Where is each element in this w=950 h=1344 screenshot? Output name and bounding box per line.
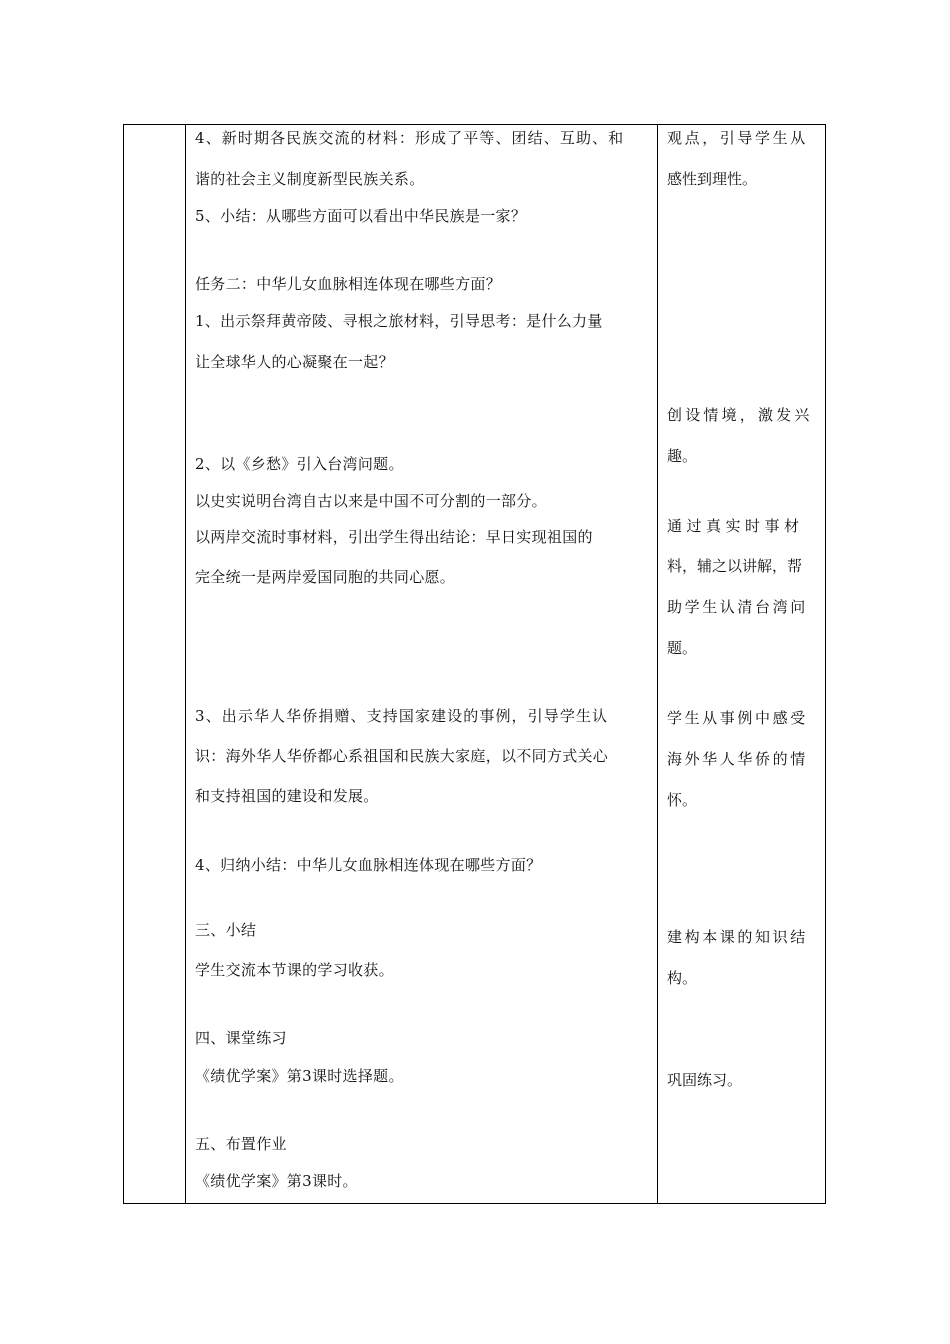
note-line: 海外华人华侨的情 [667, 750, 808, 768]
process-line: 以史实说明台湾自古以来是中国不可分割的一部分。 [195, 492, 547, 510]
note-line: 助学生认清台湾问 [667, 598, 808, 616]
column-divider-left [185, 125, 186, 1203]
process-line: 1、出示祭拜黄帝陵、寻根之旅材料，引导思考：是什么力量 [195, 312, 603, 330]
process-line: 谐的社会主义制度新型民族关系。 [195, 170, 425, 188]
section-heading-practice: 四、课堂练习 [195, 1029, 287, 1047]
note-line: 趣。 [667, 447, 698, 465]
note-line: 构。 [667, 969, 698, 987]
process-line: 5、小结：从哪些方面可以看出中华民族是一家？ [195, 207, 527, 225]
process-line: 3、出示华人华侨捐赠、支持国家建设的事例，引导学生认 [195, 707, 609, 725]
note-line: 观点，引导学生从 [667, 129, 808, 147]
process-line: 识：海外华人华侨都心系祖国和民族大家庭，以不同方式关心 [195, 747, 609, 765]
process-line: 《绩优学案》第3课时选择题。 [195, 1067, 404, 1085]
note-line: 通过真实时事材 [667, 517, 804, 535]
section-heading-summary: 三、小结 [195, 921, 257, 939]
note-line: 料，辅之以讲解，帮 [667, 557, 803, 575]
process-line: 2、以《乡愁》引入台湾问题。 [195, 455, 404, 473]
note-line: 题。 [667, 639, 698, 657]
process-line: 学生交流本节课的学习收获。 [195, 961, 394, 979]
process-line: 以两岸交流时事材料，引出学生得出结论：早日实现祖国的 [195, 528, 593, 546]
process-line: 《绩优学案》第3课时。 [195, 1172, 358, 1190]
process-line: 完全统一是两岸爱国同胞的共同心愿。 [195, 568, 456, 586]
column-divider-right [657, 125, 658, 1203]
note-line: 感性到理性。 [667, 170, 758, 188]
note-line: 巩固练习。 [667, 1071, 743, 1089]
note-line: 建构本课的知识结 [667, 928, 808, 946]
task-heading: 任务二：中华儿女血脉相连体现在哪些方面？ [195, 275, 502, 293]
process-line: 和支持祖国的建设和发展。 [195, 787, 379, 805]
section-heading-homework: 五、布置作业 [195, 1135, 287, 1153]
note-line: 怀。 [667, 791, 698, 809]
note-line: 学生从事例中感受 [667, 709, 808, 727]
process-line: 让全球华人的心凝聚在一起？ [195, 353, 394, 371]
process-line: 4、新时期各民族交流的材料：形成了平等、团结、互助、和 [195, 129, 625, 147]
process-line: 4、归纳小结：中华儿女血脉相连体现在哪些方面？ [195, 856, 542, 874]
note-line: 创设情境，激发兴 [667, 406, 813, 424]
